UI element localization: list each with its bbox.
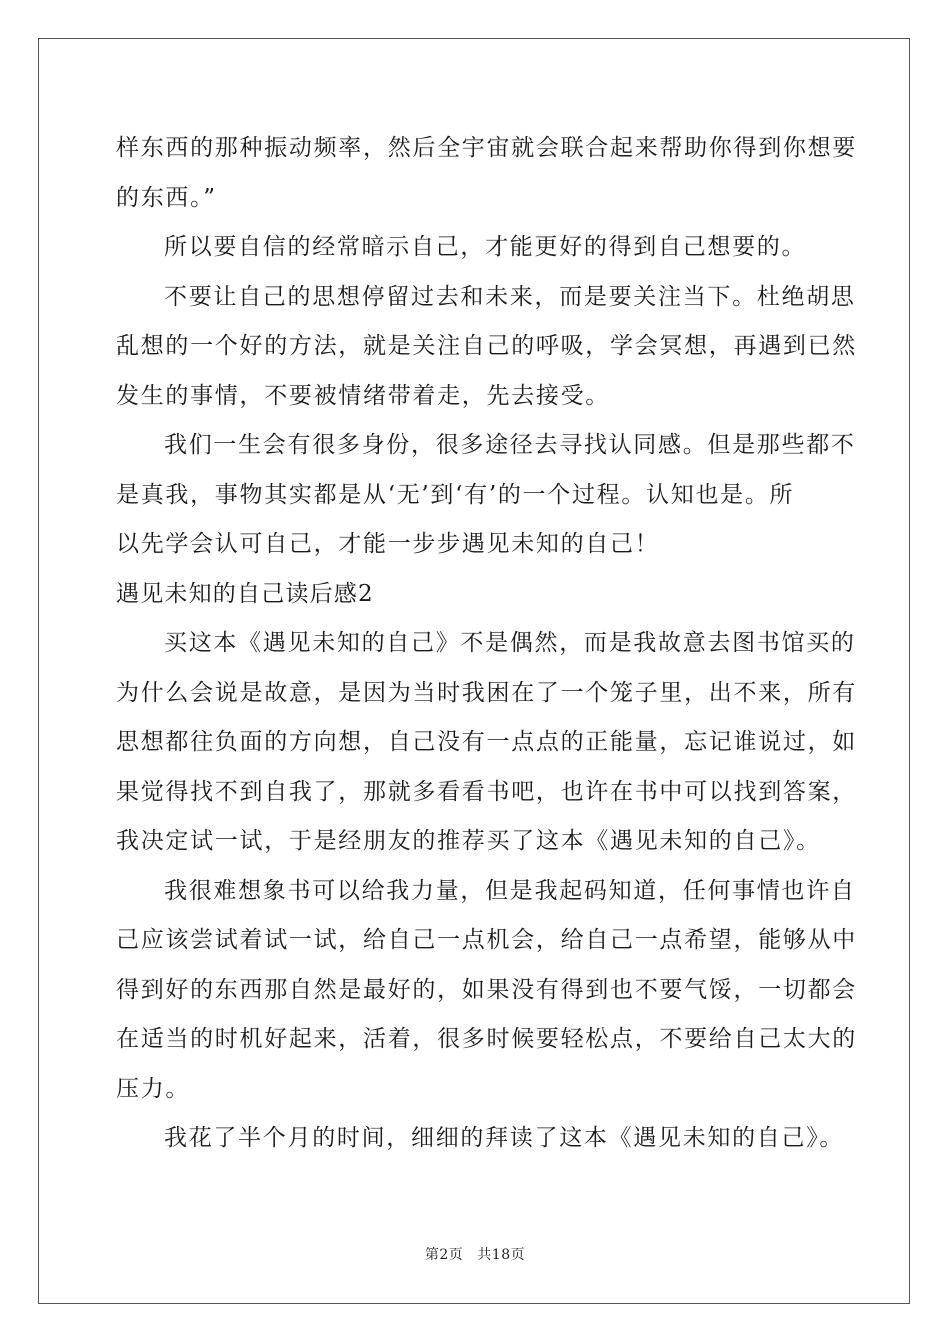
paragraph-start: 我们一生会有很多身份，很多途径去寻找认同感。但是那些都不: [164, 432, 856, 458]
text-line: 乱想的一个好的方法，就是关注自己的呼吸，学会冥想，再遇到已然: [116, 333, 857, 359]
section-heading: 遇见未知的自己读后感2: [116, 580, 374, 607]
page-footer: [0, 1244, 950, 1264]
text-line: 我决定试一试，于是经朋友的推荐买了这本《遇见未知的自己》。: [116, 828, 821, 854]
paragraph-start: 不要让自己的思想停留过去和未来，而是要关注当下。杜绝胡思: [164, 283, 856, 310]
paragraph-start: 我花了半个月的时间，细细的拜读了这本《遇见未知的自己》。: [164, 1125, 845, 1151]
text-line: 果觉得找不到自我了，那就多看看书吧，也许在书中可以找到答案，: [116, 778, 857, 805]
text-line: 样东西的那种振动频率，然后全宇宙就会联合起来帮助你得到你想要: [116, 135, 857, 161]
document-body: [116, 124, 857, 1164]
page-number: 第2页: [424, 1247, 464, 1263]
paragraph-start: 我很难想象书可以给我力量，但是我起码知道，任何事情也许自: [164, 877, 856, 904]
text-line: 是真我，事物其实都是从‘无’到‘有’的一个过程。认知也是。所: [116, 481, 795, 508]
text-line: 思想都往负面的方向想，自己没有一点点的正能量，忘记谁说过，如: [116, 729, 857, 755]
text-line: 发生的事情，不要被情绪带着走，先去接受。: [116, 382, 610, 409]
paragraph-start: 买这本《遇见未知的自己》不是偶然，而是我故意去图书馆买的: [164, 630, 856, 656]
text-line: 己应该尝试着试一试，给自己一点机会，给自己一点希望，能够从中: [116, 927, 857, 953]
text-line: 压力。: [116, 1075, 191, 1102]
text-line: 为什么会说是故意，是因为当时我困在了一个笼子里，出不来，所有: [116, 679, 857, 706]
paragraph-start: 所以要自信的经常暗示自己，才能更好的得到自己想要的。: [164, 234, 807, 260]
text-line: 在适当的时机好起来，活着，很多时候要轻松点，不要给自己太大的: [116, 1026, 857, 1052]
text-line: 得到好的东西那自然是最好的，如果没有得到也不要气馁，一切都会: [116, 976, 857, 1003]
text-line: 的东西。”: [116, 184, 217, 211]
text-line: 以先学会认可自己，才能一步步遇见未知的自己！: [116, 531, 660, 557]
total-pages: 共18页: [477, 1247, 526, 1263]
